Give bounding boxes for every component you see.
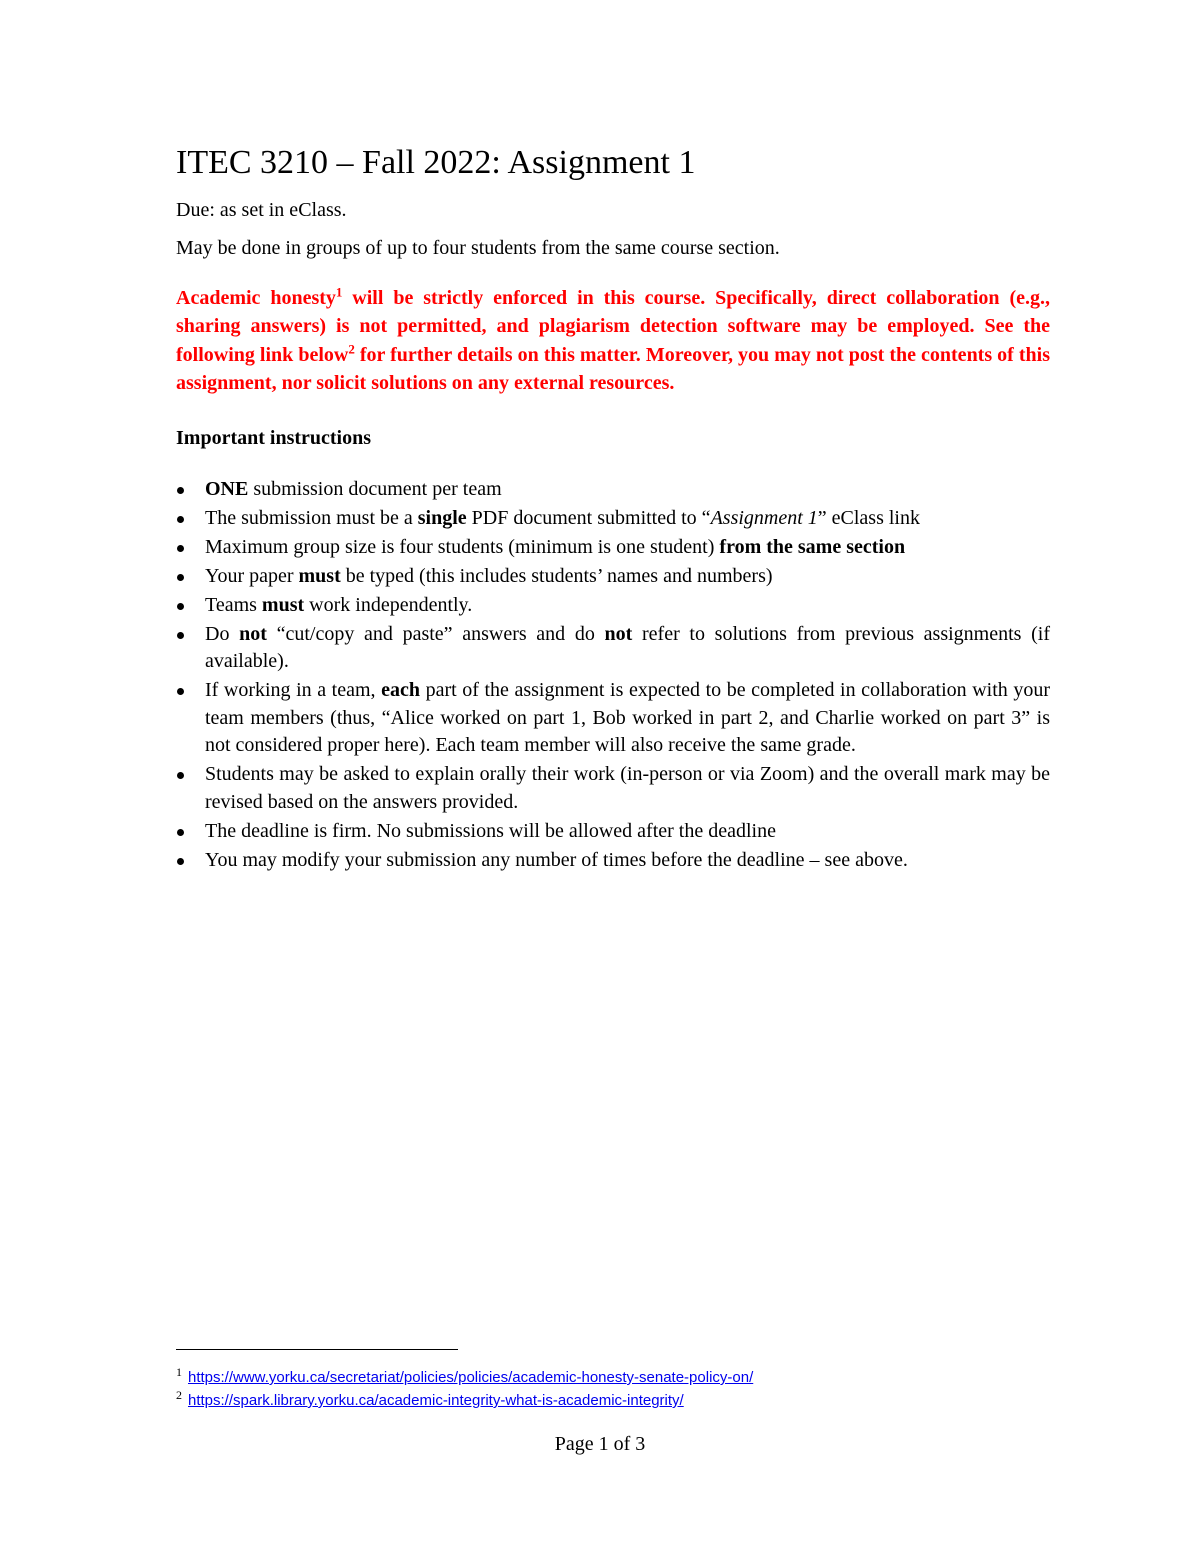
honesty-text-part3: for further details on this matter. Moreover, you may not post the contents of this assignment, nor solicit solutions on any external resources.: [176, 343, 1050, 394]
footnotes: [176, 1366, 1050, 1412]
bold-text: from the same section: [719, 535, 906, 558]
page-title: ITEC 3210 – Fall 2022: Assignment 1: [176, 144, 696, 181]
bold-text: not: [604, 622, 633, 645]
bullet-icon: [177, 632, 184, 639]
italic-text: Assignment 1: [710, 507, 818, 530]
item-text: “cut/copy and paste” answers and do: [266, 622, 605, 645]
item-text: part of the assignment is expected to be completed in collaboration with your team members (thus, “Alice worked on part 1, Bob worked in part 2, and Charlie worked on part 3” is not considered proper here). Each team member will also receive the same grade.: [205, 679, 1051, 757]
item-text: Students may be asked to explain orally their work (in-person or via Zoom) and the overall mark may be revised based on the answers provided.: [205, 763, 1050, 813]
item-text: Maximum group size is four students (minimum is one student): [205, 535, 720, 558]
footnote-2: [176, 1389, 1050, 1412]
list-item: [176, 592, 1050, 620]
item-text: The submission must be a: [205, 507, 418, 530]
item-text: refer to solutions from previous assignments (if available).: [205, 622, 1050, 673]
list-item: [176, 677, 1050, 760]
item-text: be typed (this includes students’ names and numbers): [340, 564, 773, 587]
item-text: Do: [205, 622, 240, 645]
list-item: [176, 847, 1050, 875]
list-item: [176, 621, 1050, 676]
page-number: Page 1 of 3: [554, 1433, 646, 1455]
item-text: If working in a team,: [205, 679, 382, 702]
honesty-text-part2: will be strictly enforced in this course. Specifically, direct collaboration (e.g., sharing answers) is not permitted, and plagiarism detection software may be employed. See the following link below: [176, 287, 1050, 366]
bullet-icon: [177, 858, 184, 865]
list-item: [176, 818, 1050, 846]
bold-text: must: [298, 564, 341, 587]
bullet-icon: [177, 603, 184, 610]
footnote-1: [176, 1366, 1050, 1389]
bullet-icon: [177, 545, 184, 552]
group-policy-text: May be done in groups of up to four students from the same course section.: [176, 237, 780, 259]
bullet-icon: [177, 829, 184, 836]
bullet-icon: [177, 688, 184, 695]
bullet-icon: [177, 516, 184, 523]
item-text: PDF document submitted to “: [466, 507, 711, 530]
due-date-text: Due: as set in eClass.: [176, 199, 347, 221]
page-content: [176, 140, 1050, 875]
instructions-heading: Important instructions: [176, 427, 372, 450]
bold-text: not: [239, 622, 267, 645]
item-text: The deadline is firm. No submissions will be allowed after the deadline: [205, 819, 776, 842]
bold-text: ONE: [205, 478, 249, 501]
bold-text: each: [381, 679, 421, 702]
footnote-link-2[interactable]: https://spark.library.yorku.ca/academic-integrity-what-is-academic-integrity/: [188, 1392, 684, 1409]
item-text: ” eClass link: [817, 507, 920, 530]
item-text: submission document per team: [248, 478, 502, 501]
bullet-icon: [177, 487, 184, 494]
item-text: Your paper: [205, 564, 299, 587]
list-item: [176, 476, 1050, 504]
bullet-icon: [177, 574, 184, 581]
item-text: work independently.: [304, 593, 473, 616]
footnote-number: 1: [176, 1365, 182, 1379]
item-text: Teams: [205, 593, 262, 616]
bold-text: single: [417, 507, 467, 530]
footnote-divider: [176, 1349, 458, 1350]
list-item: [176, 563, 1050, 591]
item-text: You may modify your submission any number of times before the deadline – see above.: [205, 848, 908, 871]
bullet-icon: [177, 772, 184, 779]
academic-honesty-notice: [176, 284, 1050, 397]
footnote-ref-1: 1: [335, 284, 343, 300]
instructions-list: [176, 476, 1050, 874]
list-item: [176, 534, 1050, 562]
list-item: [176, 761, 1050, 816]
footnote-ref-2: 2: [348, 340, 355, 356]
footnote-link-1[interactable]: https://www.yorku.ca/secretariat/policies/policies/academic-honesty-senate-policy-on/: [188, 1369, 754, 1386]
list-item: [176, 505, 1050, 533]
bold-text: must: [261, 593, 305, 616]
honesty-text-part1: Academic honesty: [176, 287, 336, 309]
footnote-number: 2: [176, 1388, 182, 1402]
